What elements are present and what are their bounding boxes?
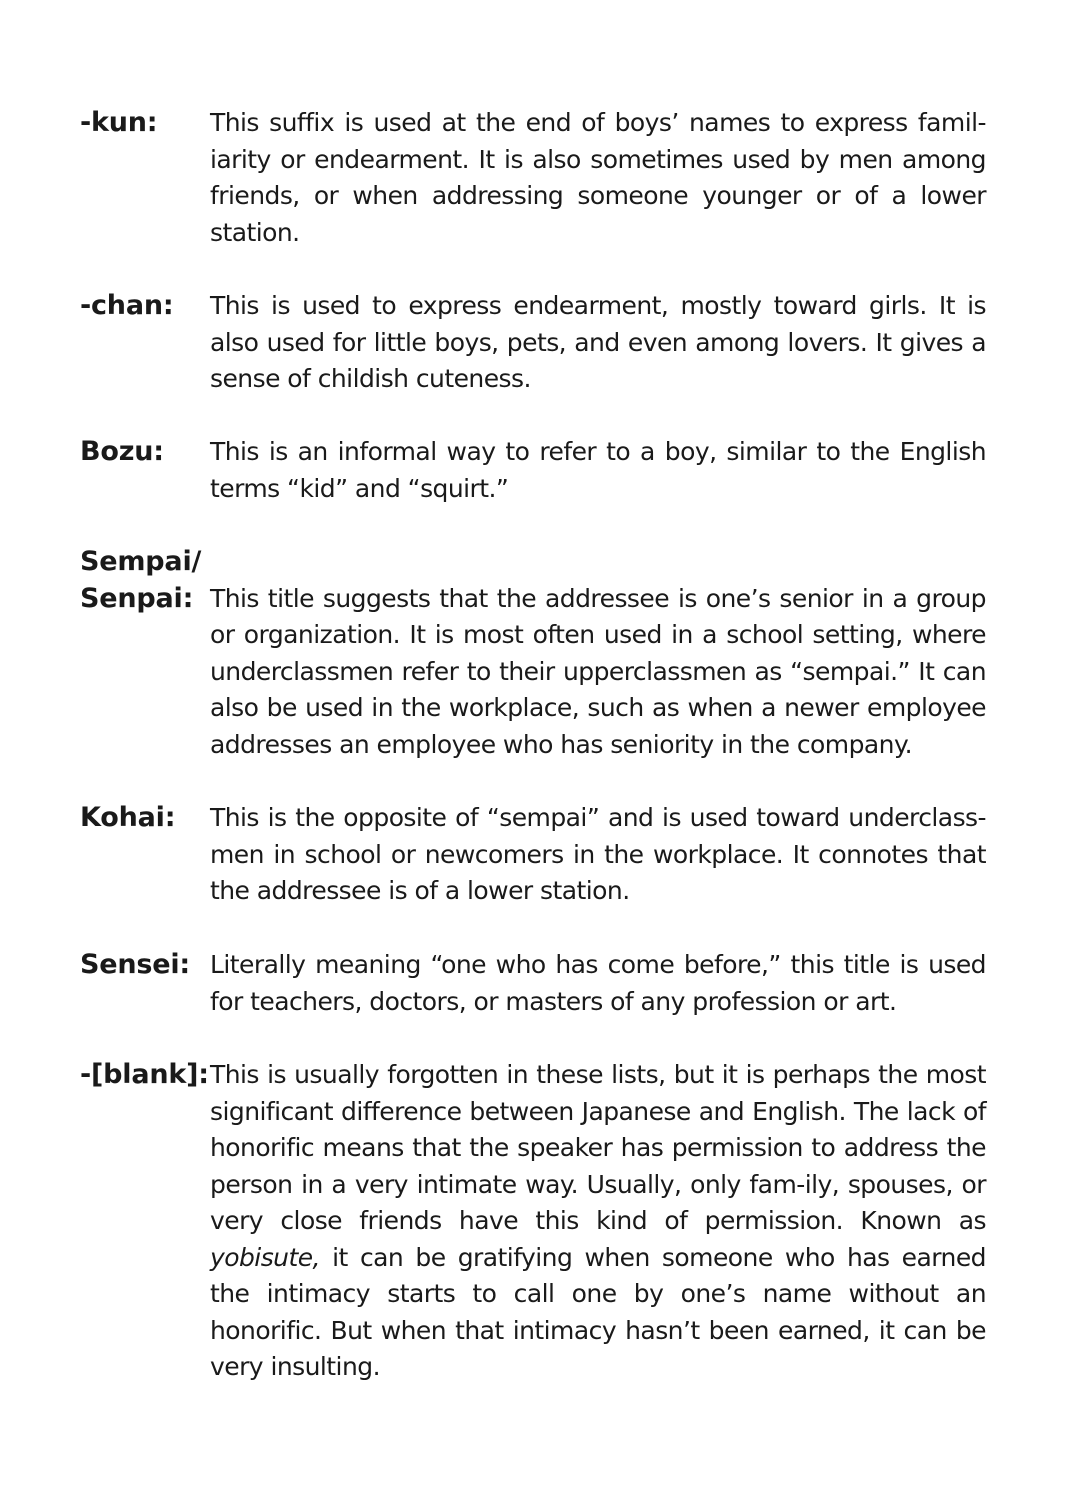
glossary-term: -[blank]: <box>80 1059 209 1090</box>
glossary-term: Sensei: <box>80 949 191 980</box>
glossary-definition: This is the opposite of “sempai” and is used toward underclass-men in school or newcomers in the workplace. It connotes that the addressee is of a lower station. <box>210 803 986 905</box>
glossary-definition: This is used to express endearment, mostly toward girls. It is also used for little boys, pets, and even among lovers. It gives a sense of childish cuteness. <box>210 291 986 393</box>
glossary-term <box>80 544 210 617</box>
glossary-definition: Literally meaning “one who has come before,” this title is used for teachers, doctors, or masters of any profession or art. <box>210 950 986 1016</box>
glossary-entry-kun <box>80 105 986 251</box>
glossary-definition: This suffix is used at the end of boys’ names to express famil-iarity or endearment. It is also sometimes used by men among friends, or when addressing someone younger or of a lower station. <box>210 108 986 247</box>
glossary-term-line-1: Sempai/ <box>80 546 202 577</box>
definition-text: This is usually forgotten in these lists, but it is perhaps the most significant difference between Japanese and English. The lack of honorific means that the speaker has permission to address the person in a very intimate way. Usually, only fam-ily, spouses, or very close friends have this kind of permission. Known as <box>210 1060 986 1235</box>
glossary-entry-sempai <box>80 544 986 763</box>
glossary-entry-sensei <box>80 947 986 1020</box>
glossary-term: Bozu: <box>80 436 164 467</box>
glossary-entry-kohai <box>80 800 986 910</box>
glossary-definition <box>210 1057 986 1386</box>
glossary-entry-bozu <box>80 434 986 507</box>
glossary-definition: This is an informal way to refer to a boy, similar to the English terms “kid” and “squirt.” <box>210 437 986 503</box>
glossary-entry-chan <box>80 288 986 398</box>
glossary-definition: This title suggests that the addressee is one’s senior in a group or organization. It is most often used in a school setting, where underclassmen refer to their upperclassmen as “sempai.” It can also be used in the workplace, such as when a newer employee addresses an employee who has seniority in the company. <box>210 583 986 759</box>
glossary-term-line-2: Senpai: <box>80 582 194 614</box>
definition-italic-term: yobisute, <box>210 1242 320 1272</box>
glossary-term: -chan: <box>80 290 174 321</box>
glossary-term: Kohai: <box>80 802 176 833</box>
glossary-term: -kun: <box>80 107 158 138</box>
definition-text: it can be gratifying when someone who has earned the intimacy starts to call one by one’s name without an honorific. But when that intimacy hasn’t been earned, it can be very insulting. <box>210 1242 986 1381</box>
glossary-entry-blank <box>80 1057 986 1386</box>
